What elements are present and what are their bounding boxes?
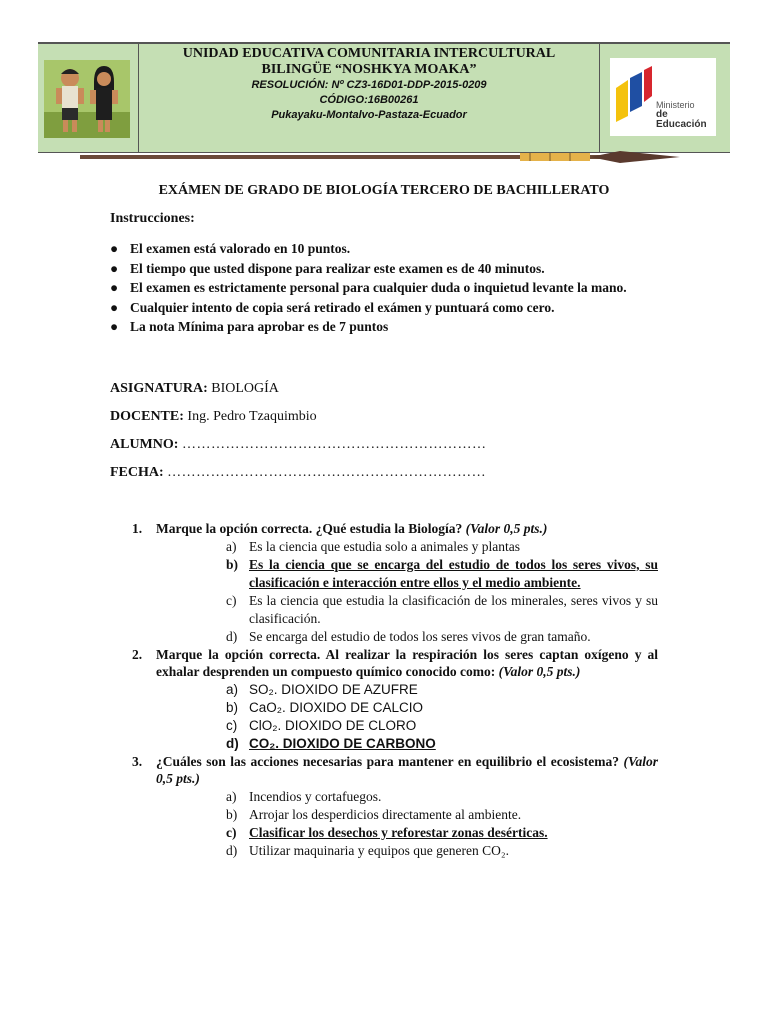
teacher-label: DOCENTE: — [110, 409, 184, 424]
exam-title: EXÁMEN DE GRADO DE BIOLOGÍA TERCERO DE BACHILLERATO — [158, 183, 610, 198]
question-text: Marque la opción correcta. ¿Qué estudia la Biología? — [156, 521, 463, 536]
ecuador-flag-icon — [614, 66, 654, 126]
options-list — [156, 788, 658, 860]
answer-option-correct[interactable]: b) Es la ciencia que se encarga del estudio de todos los seres vivos, su clasificación e interacción entre ellos y el medio ambiente. — [226, 556, 658, 590]
question-value: (Valor 0,5 pts.) — [156, 753, 658, 786]
resolution-line: RESOLUCIÓN: Nº CZ3-16D01-DDP-2015-0209 — [251, 79, 487, 91]
subject-value: BIOLOGÍA — [211, 381, 279, 396]
date-label: FECHA: — [110, 465, 164, 480]
answer-option-correct[interactable]: d) CO₂. DIOXIDO DE CARBONO — [226, 735, 436, 751]
answer-option[interactable]: b) CaO₂. DIOXIDO DE CALCIO — [226, 699, 424, 715]
answer-option[interactable]: a) Incendios y cortafuegos. — [226, 788, 382, 804]
ministry-line2: de Educación — [656, 109, 707, 130]
subject-label: ASIGNATURA: — [110, 381, 208, 396]
question-value: (Valor 0,5 pts.) — [465, 521, 548, 536]
code-line: CÓDIGO:16B00261 — [319, 94, 419, 106]
answer-option[interactable]: d) Utilizar maquinaria y equipos que generen CO₂. — [226, 842, 510, 858]
instruction-item: ● El examen es estrictamente personal para cualquier duda o inquietud levante la mano. — [110, 279, 658, 298]
answer-option[interactable]: a) Es la ciencia que estudia solo a animales y plantas — [226, 538, 521, 554]
location-line: Pukayaku-Montalvo-Pastaza-Ecuador — [271, 109, 467, 121]
instructions-heading: Instrucciones: — [110, 211, 195, 226]
children-logo-icon — [44, 60, 130, 138]
question-item — [110, 520, 658, 646]
date-field — [110, 465, 486, 481]
student-label: ALUMNO: — [110, 437, 179, 452]
bullet-icon: ● — [110, 299, 119, 315]
question-value: (Valor 0,5 pts.) — [498, 664, 581, 679]
options-list — [156, 538, 658, 646]
student-value: ……………………………………………………… — [181, 437, 487, 452]
date-value: ………………………………………………………… — [167, 465, 487, 480]
school-header — [38, 42, 730, 153]
question-number: 3. — [132, 753, 143, 769]
school-logo-cell — [38, 44, 139, 152]
instruction-item: ● El tiempo que usted dispone para realizar este examen es de 40 minutos. — [110, 260, 658, 279]
instruction-item: ● Cualquier intento de copia será retirado el exámen y puntuará como cero. — [110, 299, 658, 318]
question-number: 2. — [132, 646, 143, 662]
teacher-field — [110, 409, 317, 425]
ministry-line1: Ministerio — [656, 100, 695, 110]
bullet-icon: ● — [110, 241, 119, 256]
answer-option[interactable]: b) Arrojar los desperdicios directamente al ambiente. — [226, 806, 522, 822]
options-list — [156, 681, 658, 753]
school-name-line2: BILINGÜE “NOSHKYA MOAKA” — [261, 62, 477, 77]
student-field — [110, 437, 486, 453]
questions-list — [110, 520, 658, 860]
ministry-logo-cell — [599, 44, 730, 152]
school-name-line1: UNIDAD EDUCATIVA COMUNITARIA INTERCULTURAL — [182, 46, 556, 61]
bullet-icon: ● — [110, 280, 119, 295]
answer-option[interactable]: d) Se encarga del estudio de todos los seres vivos de gran tamaño. — [226, 628, 591, 644]
question-item — [110, 753, 658, 860]
question-text: Marque la opción correcta. Al realizar la respiración los seres captan oxígeno y al exhalar desprenden un compuesto químico conocido como: — [156, 646, 658, 679]
answer-option[interactable]: c) Es la ciencia que estudia la clasificación de los minerales, seres vivos y su clasificación. — [226, 592, 658, 626]
teacher-value: Ing. Pedro Tzaquimbio — [187, 409, 317, 424]
spear-divider-icon — [80, 150, 680, 164]
subject-field — [110, 381, 279, 397]
instruction-item: ● La nota Mínima para aprobar es de 7 puntos — [110, 318, 658, 337]
instructions-list — [110, 240, 658, 338]
answer-option[interactable]: c) ClO₂. DIOXIDO DE CLORO — [226, 717, 417, 733]
answer-option-correct[interactable]: c) Clasificar los desechos y reforestar zonas desérticas. — [226, 824, 548, 840]
bullet-icon: ● — [110, 319, 119, 334]
instruction-item: ● El examen está valorado en 10 puntos. — [110, 240, 658, 259]
school-header-text — [138, 46, 600, 123]
question-number: 1. — [132, 521, 143, 536]
ministry-text — [656, 100, 716, 130]
answer-option[interactable]: a) SO₂. DIOXIDO DE AZUFRE — [226, 681, 418, 697]
question-text: ¿Cuáles son las acciones necesarias para mantener en equilibrio el ecosistema? — [156, 753, 619, 769]
ministry-logo — [610, 58, 716, 136]
bullet-icon: ● — [110, 260, 119, 276]
question-item — [110, 646, 658, 753]
